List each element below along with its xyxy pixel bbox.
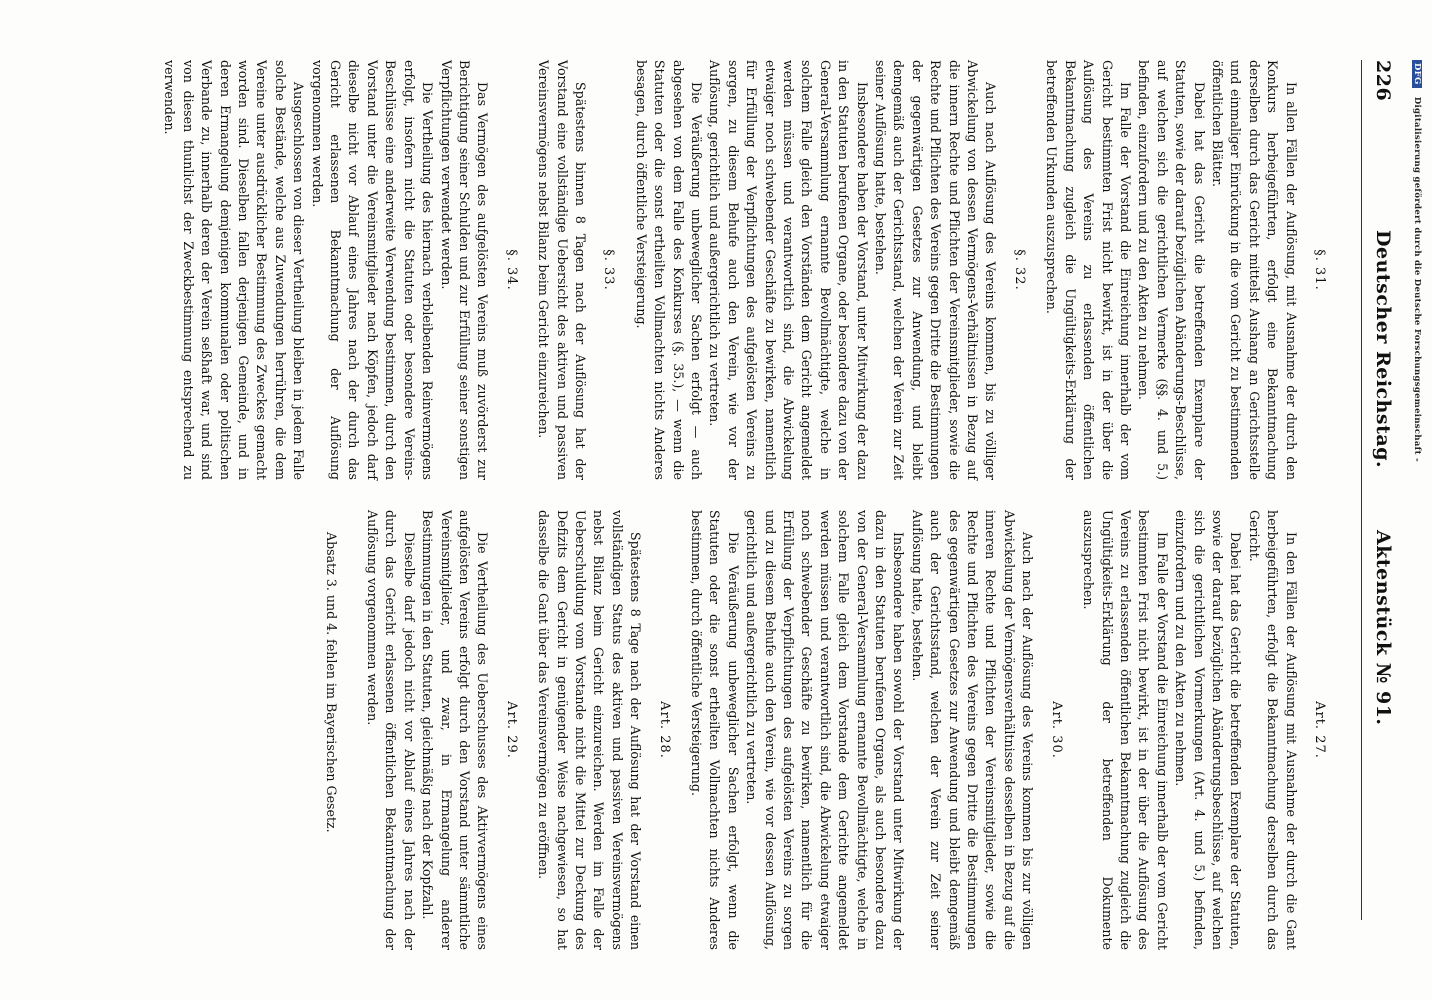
paragraph: Auch nach der Auflösung des Vereins kommen bis zur völligen Abwickelung der Vermögensverhältnisse desselben in Bezug auf die inneren Rechte und Pflichten der Vereinsmitglieder, sowie die Rechte und Pflichten des Vereins gegen Dritte die Bestimmungen des gegenwärtigen Gesetzes zur Anwendung und bleibt demgemäß auch der Gerichtsstand, welchen der Verein zur Zeit seiner Auflösung hatte, bestehen. bbox=[909, 510, 1036, 950]
section bbox=[1042, 60, 1328, 480]
paragraph: Dabei hat das Gericht die betreffenden Exemplare der Statuten, sowie der darauf bezüglichen Abänderungsbeschlüsse, auf welchen sich die gerichtlichen Vormerkungen (Art. 4. und 5.) befinden, einzufordern und zu den Akten zu nehmen. bbox=[1173, 510, 1244, 950]
section bbox=[534, 510, 673, 950]
left-column bbox=[160, 60, 1342, 480]
digitization-credit-text: Digitalisierung gefördert durch die Deutsche Forschungsgemeinschaft - bbox=[1412, 96, 1422, 462]
paragraph: In allen Fällen der Auflösung, mit Ausnahme der durch den Konkurs herbeigeführten, erfolgt eine Bekanntmachung derselben durch das Gericht mittelst Aushang an Gerichtsstelle und einmaliger Einrückung in die vom Gericht zu bestimmenden öffentlichen Blätter. bbox=[1209, 60, 1299, 480]
paragraph: Ausgeschlossen von dieser Vertheilung bleiben in jedem Falle solche Bestände, welche aus Zuwendungen herrühren, die dem Vereine unter ausdrücklicher Bestimmung des Zweckes gemacht worden sind. Dieselben fallen derjenigen Gemeinde, und in deren Ermangelung demjenigen kommunalen oder politischen Verbande zu, innerhalb deren der Verein seßhaft war, und sind von diesen thunlichst der Zweckbestimmung entsprechend zu verwenden. bbox=[162, 60, 307, 480]
spacer bbox=[341, 510, 363, 950]
paragraph: Spätestens 8 Tage nach der Auflösung hat der Vorstand einen vollständigen Status des aktiven und passiven Vereinsvermögens nebst Bilanz beim Gericht einzureichen. Werden im Falle der Ueberschuldung vom Vorstande nicht die Mittel zur Deckung des Defizits dem Gericht in genügender Weise nachgewiesen, so hat dasselbe die Gant über das Vereinsvermögen zu eröffnen. bbox=[536, 510, 644, 950]
paragraph: Die Veräußerung unbeweglicher Sachen erfolgt — auch abgesehen von dem Falle des Konkurses (§. 35.), — wenn die Statuten oder die sonst ertheilten Vollmachten nichts Anderes besagen, durch öffentliche Versteigerung. bbox=[633, 60, 704, 480]
paragraph: Auch nach Auflösung des Vereins kommen, bis zu völliger Abwickelung von dessen Vermögens-Verhältnissen in Bezug auf die innern Rechte und Pflichten der Vereinsmitglieder, sowie die Rechte und Pflichten des Vereins gegen Dritte die Bestimmungen der gegenwärtigen Gesetzes zur Anwendung, und bleibt demgemäß auch der Gerichtsstand, welchen der Verein zur Zeit seiner Auflösung hatte, bestehen. bbox=[873, 60, 999, 480]
section bbox=[322, 510, 340, 950]
digitization-credit bbox=[1412, 60, 1422, 462]
paragraph: Insbesondere haben der Vorstand, unter Mitwirkung der dazu in den Statuten berufenen Organe, oder besondere dazu von der General-Versammlung ernannte Bevollmächtigte, welche in solchem Falle gleich den Vorständen dem Gericht angemeldet werden müssen und verantwortlich sind, die Abwickelung etwaiger noch schwebender Geschäfte zu bewirken, namentlich für Erfüllung der Verpflichtungen des aufgelösten Vereins zu sorgen, zu diesem Behufe auch den Verein, wie vor der Auflösung, gerichtlich und außergerichtlich zu vertreten. bbox=[707, 60, 870, 480]
dfg-logo: DFG bbox=[1412, 60, 1422, 88]
section-heading: §. 34. bbox=[503, 249, 519, 291]
page-header bbox=[1361, 60, 1402, 920]
paragraph: Die Vertheilung des Ueberschusses des Aktivvermögens eines aufgelösten Vereins erfolgt durch den Vorstand unter sämmtliche Vereinsmitglieder, und zwar, in Ermangelung anderer Bestimmungen in den Statuten, gleichmäßig nach der Kopfzahl. bbox=[420, 510, 491, 950]
right-column bbox=[322, 510, 1342, 950]
paragraph: Insbesondere haben sowohl der Vorstand unter Mitwirkung der dazu in den Statuten berufenen Organe, als auch besondere dazu von der General-Versammlung ernannte Bevollmächtigte, welche in solchem Falle gleich dem Vorstande dem Gerichte angemeldet werden müssen und verantwortlich sind, die Abwickelung etwaiger noch schwebender Geschäfte zu bewirken, namentlich für die Erfüllung der Verpflichtungen des aufgelösten Vereins zu sorgen und zu diesem Behufe auch den Verein, wie vor dessen Auflösung, gerichtlich und außergerichtlich zu vertreten. bbox=[744, 510, 907, 950]
paragraph: Im Falle der Vorstand die Einreichung innerhalb der vom Gericht bestimmten Frist nicht bewirkt, ist in der über die Auflösung des Vereins zu erlassenden öffentlichen Bekanntmachung zugleich die Ungültigkeits-Erklärung der betreffenden Dokumente auszusprechen. bbox=[1081, 510, 1170, 950]
section-heading: Art. 28. bbox=[656, 701, 672, 759]
section-heading: Art. 29. bbox=[503, 701, 519, 759]
header-left-title: Deutscher Reichstag. bbox=[1372, 230, 1394, 469]
section bbox=[631, 60, 1028, 480]
paragraph: Im Falle der Vorstand die Einreichung innerhalb der vom Gericht bestimmten Frist nicht bewirkt, ist in der über die Auflösung des Vereins zu erlassenden öffentlichen Bekanntmachung zugleich die Ungültigkeits-Erklärung der betreffenden Urkunden auszusprechen. bbox=[1044, 60, 1133, 480]
section-heading: §. 32. bbox=[1011, 249, 1027, 291]
section bbox=[534, 60, 618, 480]
section-heading: Art. 27. bbox=[1312, 701, 1327, 759]
page-number: 226 bbox=[1372, 60, 1394, 102]
paragraph: Die Vertheilung des hiernach verbleibenden Reinvermögens erfolgt, insofern nicht die Statuten oder besondere Vereins-Beschlüsse eine anderweite Verwendung bestimmen, durch den Vorstand unter die Vereinsmitglieder nach Köpfen, jedoch darf dieselbe nicht vor Ablauf eines Jahres nach der durch das Gericht erlassenen Bekanntmachung der Auflösung vorgenommen werden. bbox=[309, 60, 436, 480]
section-heading: §. 33. bbox=[601, 249, 617, 291]
section-heading: Art. 30. bbox=[1048, 701, 1064, 759]
paragraph: Die Veräußerung unbeweglicher Sachen erfolgt, wenn die Statuten oder die sonst ertheilten Vollmachten nichts Anderes bestimmen, durch öffentliche Versteigerung. bbox=[689, 510, 741, 950]
header-right-title: Aktenstück № 91. bbox=[1372, 530, 1394, 726]
paragraph: Dabei hat das Gericht die betreffenden Exemplare der Statuten, sowie der darauf bezüglichen Abänderungs-Beschlüsse, auf welchen sich die gerichtlichen Vermerke (§§. 4. und 5.) befinden, einzufordern und zu den Akten zu nehmen. bbox=[1136, 60, 1207, 480]
paragraph: Dieselbe darf jedoch nicht vor Ablauf eines Jahres nach der durch das Gericht erlassenen öffentlichen Bekanntmachung der Auflösung vorgenommen werden. bbox=[364, 510, 417, 950]
section-heading: §. 31. bbox=[1312, 249, 1327, 291]
paragraph: In den Fällen der Auflösung mit Ausnahme der durch die Gant herbeigeführten, erfolgt die Bekanntmachung derselben durch das Gericht. bbox=[1246, 510, 1299, 950]
paragraph: Absatz 3. und 4. fehlen im Bayerischen Gesetz. bbox=[324, 532, 340, 833]
paragraph: Spätestens binnen 8 Tagen nach der Auflösung hat der Vorstand eine vollständige Uebersicht des aktiven und passiven Vereinsvermögens nebst Bilanz beim Gericht einzureichen. bbox=[536, 60, 588, 480]
section bbox=[160, 60, 520, 480]
section bbox=[687, 510, 1065, 950]
section bbox=[1079, 510, 1328, 950]
paragraph: Das Vermögen des aufgelösten Vereins muß zuvörderst zur Berichtigung seiner Schulden und zur Erfüllung seiner sonstigen Verpflichtungen verwendet werden. bbox=[438, 60, 491, 480]
section bbox=[363, 510, 520, 950]
